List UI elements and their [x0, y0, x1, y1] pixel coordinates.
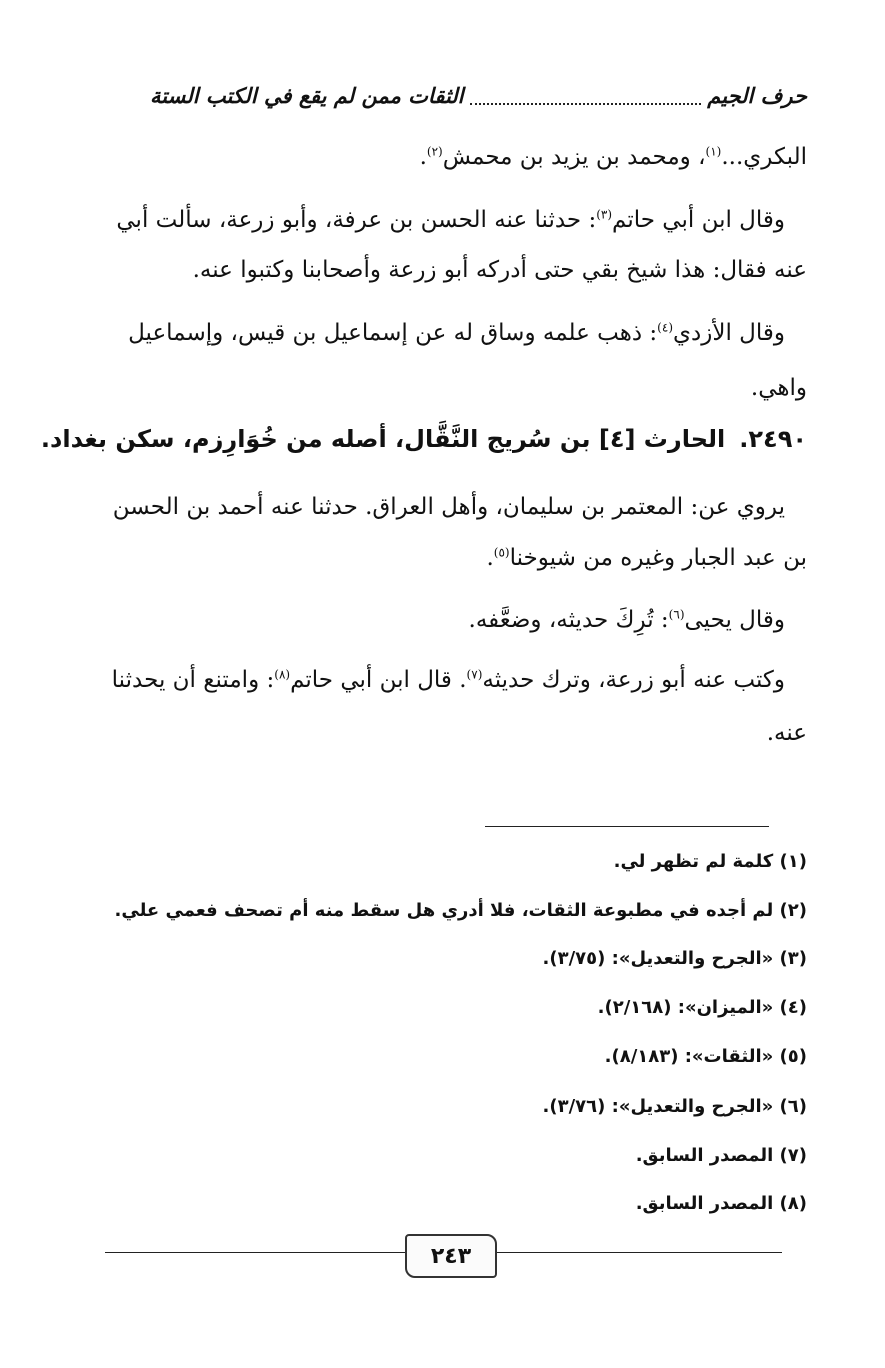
footnote-ref: (٦)	[668, 607, 685, 622]
footnote-ref: (١)	[705, 144, 722, 159]
body-line-2: وقال ابن أبي حاتم$^{(٣)}$: حدثنا عنه الحسن بن عرفة، وأبو زرعة، سألت أبي	[116, 207, 785, 233]
footnote-5: (٥) «الثقات»: (٨/١٨٣).	[604, 1046, 807, 1067]
folio-rule-right	[492, 1252, 782, 1253]
footnote-ref: (٤)	[657, 320, 673, 335]
body-line-10: عنه.	[766, 720, 807, 746]
footnote-ref: (٨)	[274, 667, 291, 682]
body-line-8: وقال يحيى$^{(٦)}$: تُرِكَ حديثه، وضعَّفه.	[468, 607, 785, 633]
footnote-8: (٨) المصدر السابق.	[635, 1193, 807, 1214]
footnote-ref: (٥)	[493, 545, 510, 560]
body-line-4: وقال الأزدي$^{(٤)}$: ذهب علمه وساق له عن إسماعيل بن قيس، وإسماعيل	[128, 320, 785, 346]
footnote-ref: (٧)	[466, 667, 483, 682]
running-header	[150, 76, 807, 116]
footnote-ref: (٣)	[596, 207, 613, 222]
footnote-3: (٣) «الجرح والتعديل»: (٣/٧٥).	[542, 948, 807, 969]
body-line-9: وكتب عنه أبو زرعة، وترك حديثه$^{(٧)}$. قال ابن أبي حاتم$^{(٨)}$: وامتنع أن يحدثنا	[111, 667, 785, 693]
footnote-6: (٦) «الجرح والتعديل»: (٣/٧٦).	[542, 1096, 807, 1117]
footnote-4: (٤) «الميزان»: (٢/١٦٨).	[597, 997, 807, 1018]
folio-rule-left	[105, 1252, 405, 1253]
header-leader-dots	[470, 97, 702, 105]
entry-heading	[40, 422, 807, 456]
footnote-7: (٧) المصدر السابق.	[635, 1145, 807, 1166]
footnote-2: (٢) لم أجده في مطبوعة الثقات، فلا أدري هل سقط منه أم تصحف فعمي علي.	[114, 900, 807, 921]
body-line-3: عنه فقال: هذا شيخ بقي حتى أدركه أبو زرعة وأصحابنا وكتبوا عنه.	[192, 257, 807, 283]
entry-number: ٢٤٩٠.	[739, 425, 807, 453]
footnote-separator	[485, 826, 769, 827]
body-line-6: يروي عن: المعتمر بن سليمان، وأهل العراق. حدثنا عنه أحمد بن الحسن	[112, 494, 785, 520]
page-number: ٢٤٣	[405, 1234, 497, 1278]
body-line-1: البكري...$^{(١)}$، ومحمد بن يزيد بن محمش$^{(٢)}$.	[419, 144, 807, 170]
entry-title: الحارث [٤] بن سُريج النَّقَّال، أصله من خُوَارِزم، سكن بغداد.	[40, 425, 726, 453]
header-section: حرف الجيم	[707, 84, 807, 108]
body-line-7: بن عبد الجبار وغيره من شيوخنا$^{(٥)}$.	[486, 545, 807, 571]
header-title: الثقات ممن لم يقع في الكتب الستة	[150, 84, 464, 108]
body-line-5: واهي.	[750, 375, 807, 401]
footnote-ref: (٢)	[426, 144, 443, 159]
footnote-1: (١) كلمة لم تظهر لي.	[613, 851, 807, 872]
